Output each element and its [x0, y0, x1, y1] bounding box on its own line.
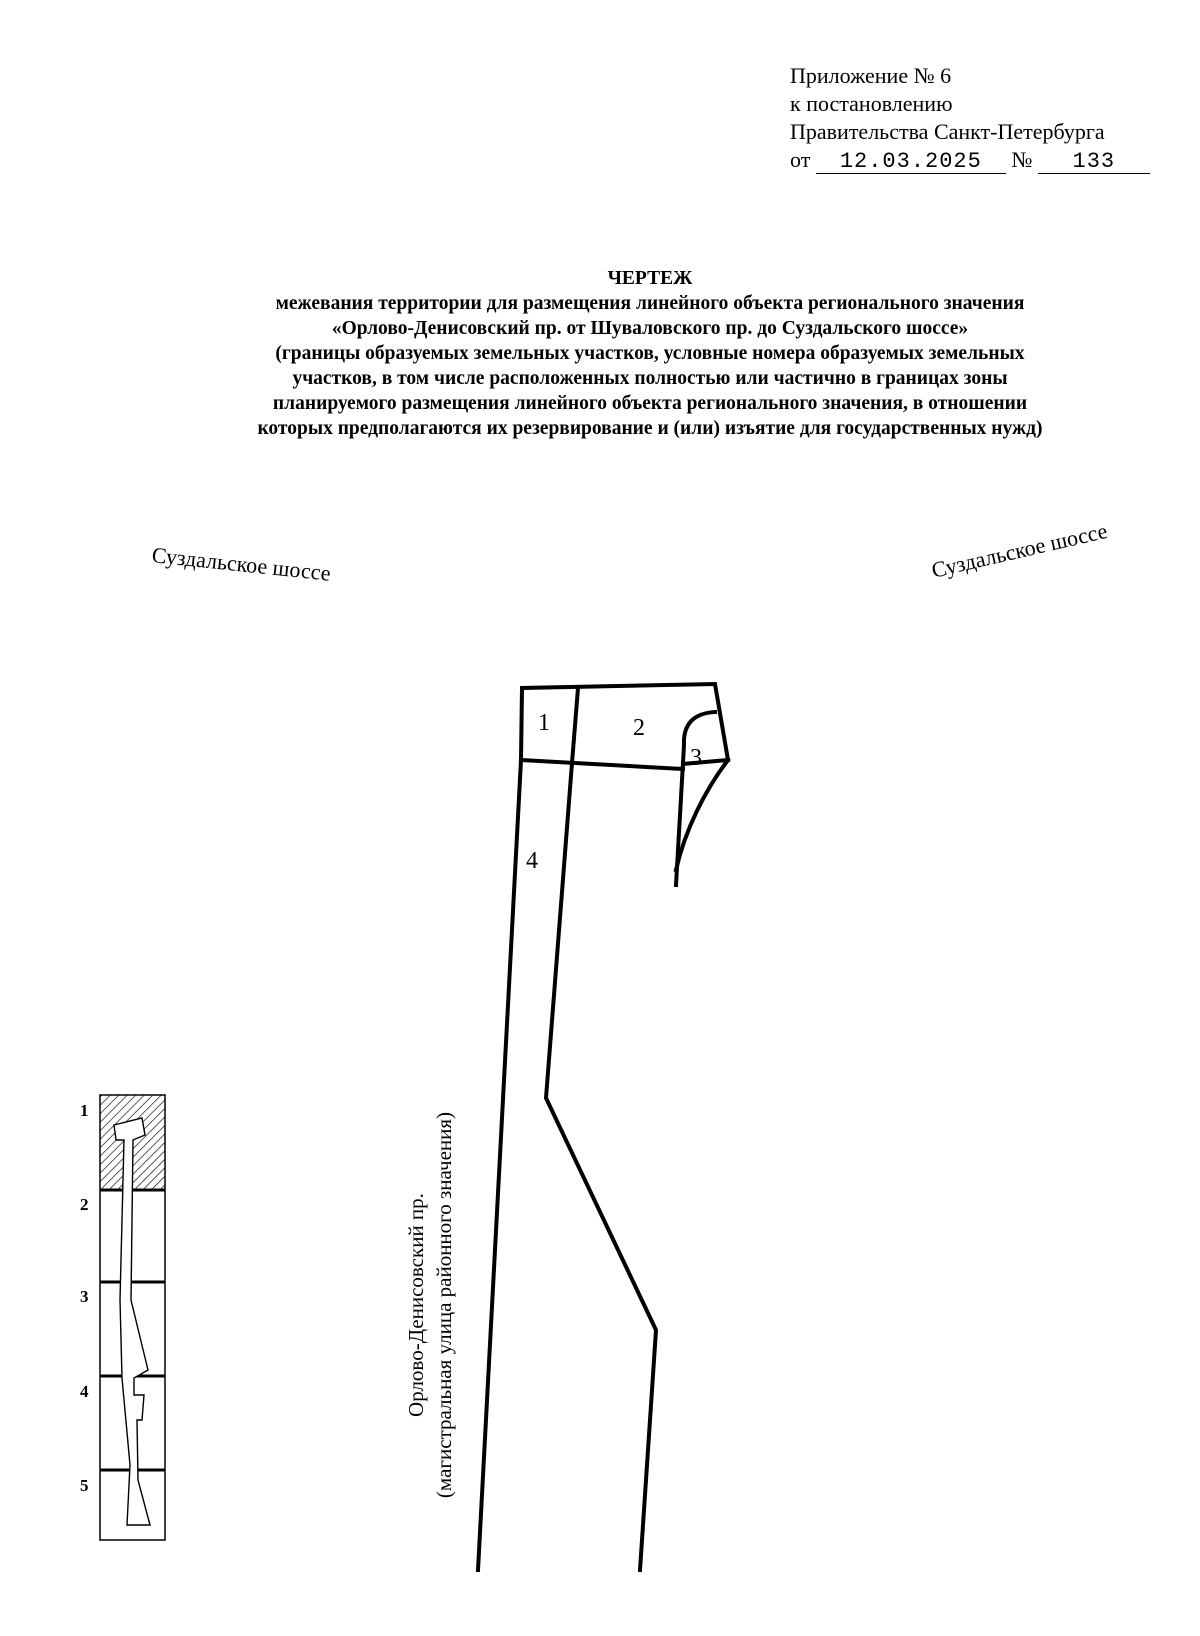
parcel-label-2: 2 — [633, 715, 645, 741]
road-label-right: Суздальское шоссе — [929, 517, 1110, 583]
decree-number: 133 — [1038, 151, 1150, 174]
street-classification: (магистральная улица районного значения) — [432, 1111, 456, 1499]
heading-line: (границы образуемых земельных участков, условные номера образуемых земельных — [275, 343, 1025, 364]
appendix-line-3: Правительства Санкт-Петербурга — [790, 119, 1105, 144]
parcel-boundary-divider — [572, 688, 578, 763]
street-name: Орлово-Денисовский пр. — [404, 1193, 428, 1417]
index-sheet-label-4: 4 — [80, 1382, 89, 1401]
road-label-left: Суздальское шоссе — [150, 542, 332, 586]
heading-line: «Орлово-Денисовский пр. от Шуваловского пр. до Суздальского шоссе» — [331, 318, 969, 339]
index-sheet-label-1: 1 — [80, 1101, 89, 1120]
appendix-line-2: к постановлению — [790, 91, 953, 116]
parcel-boundary-middle — [521, 760, 683, 769]
parcel-label-1: 1 — [538, 710, 550, 736]
heading-line: которых предполагаются их резервирование и (или) изъятие для государственных нужд) — [257, 418, 1043, 439]
heading-title: ЧЕРТЕЖ — [607, 268, 693, 289]
number-label: № — [1011, 147, 1033, 172]
heading-line: межевания территории для размещения линейного объекта регионального значения — [275, 293, 1025, 314]
parcel-label-3: 3 — [690, 745, 702, 771]
index-sheet — [100, 1095, 165, 1540]
street-label — [402, 1105, 458, 1505]
parcel-boundary-top — [478, 684, 728, 1570]
parcel-4-right-boundary — [546, 763, 656, 1570]
decree-date: 12.03.2025 — [816, 151, 1006, 174]
index-sheet-label-5: 5 — [80, 1476, 89, 1495]
parcel-3-boundary — [676, 712, 715, 885]
heading-line: планируемого размещения линейного объекта регионального значения, в отношении — [272, 393, 1028, 414]
index-sheet-label-2: 2 — [80, 1195, 89, 1214]
parcel-label-4: 4 — [526, 848, 538, 874]
appendix-title: Приложение № 6 — [790, 63, 952, 88]
from-label: от — [790, 147, 811, 172]
heading-line: участков, в том числе расположенных полностью или частично в границах зоны — [292, 368, 1008, 389]
index-sheet-label-3: 3 — [80, 1287, 89, 1306]
